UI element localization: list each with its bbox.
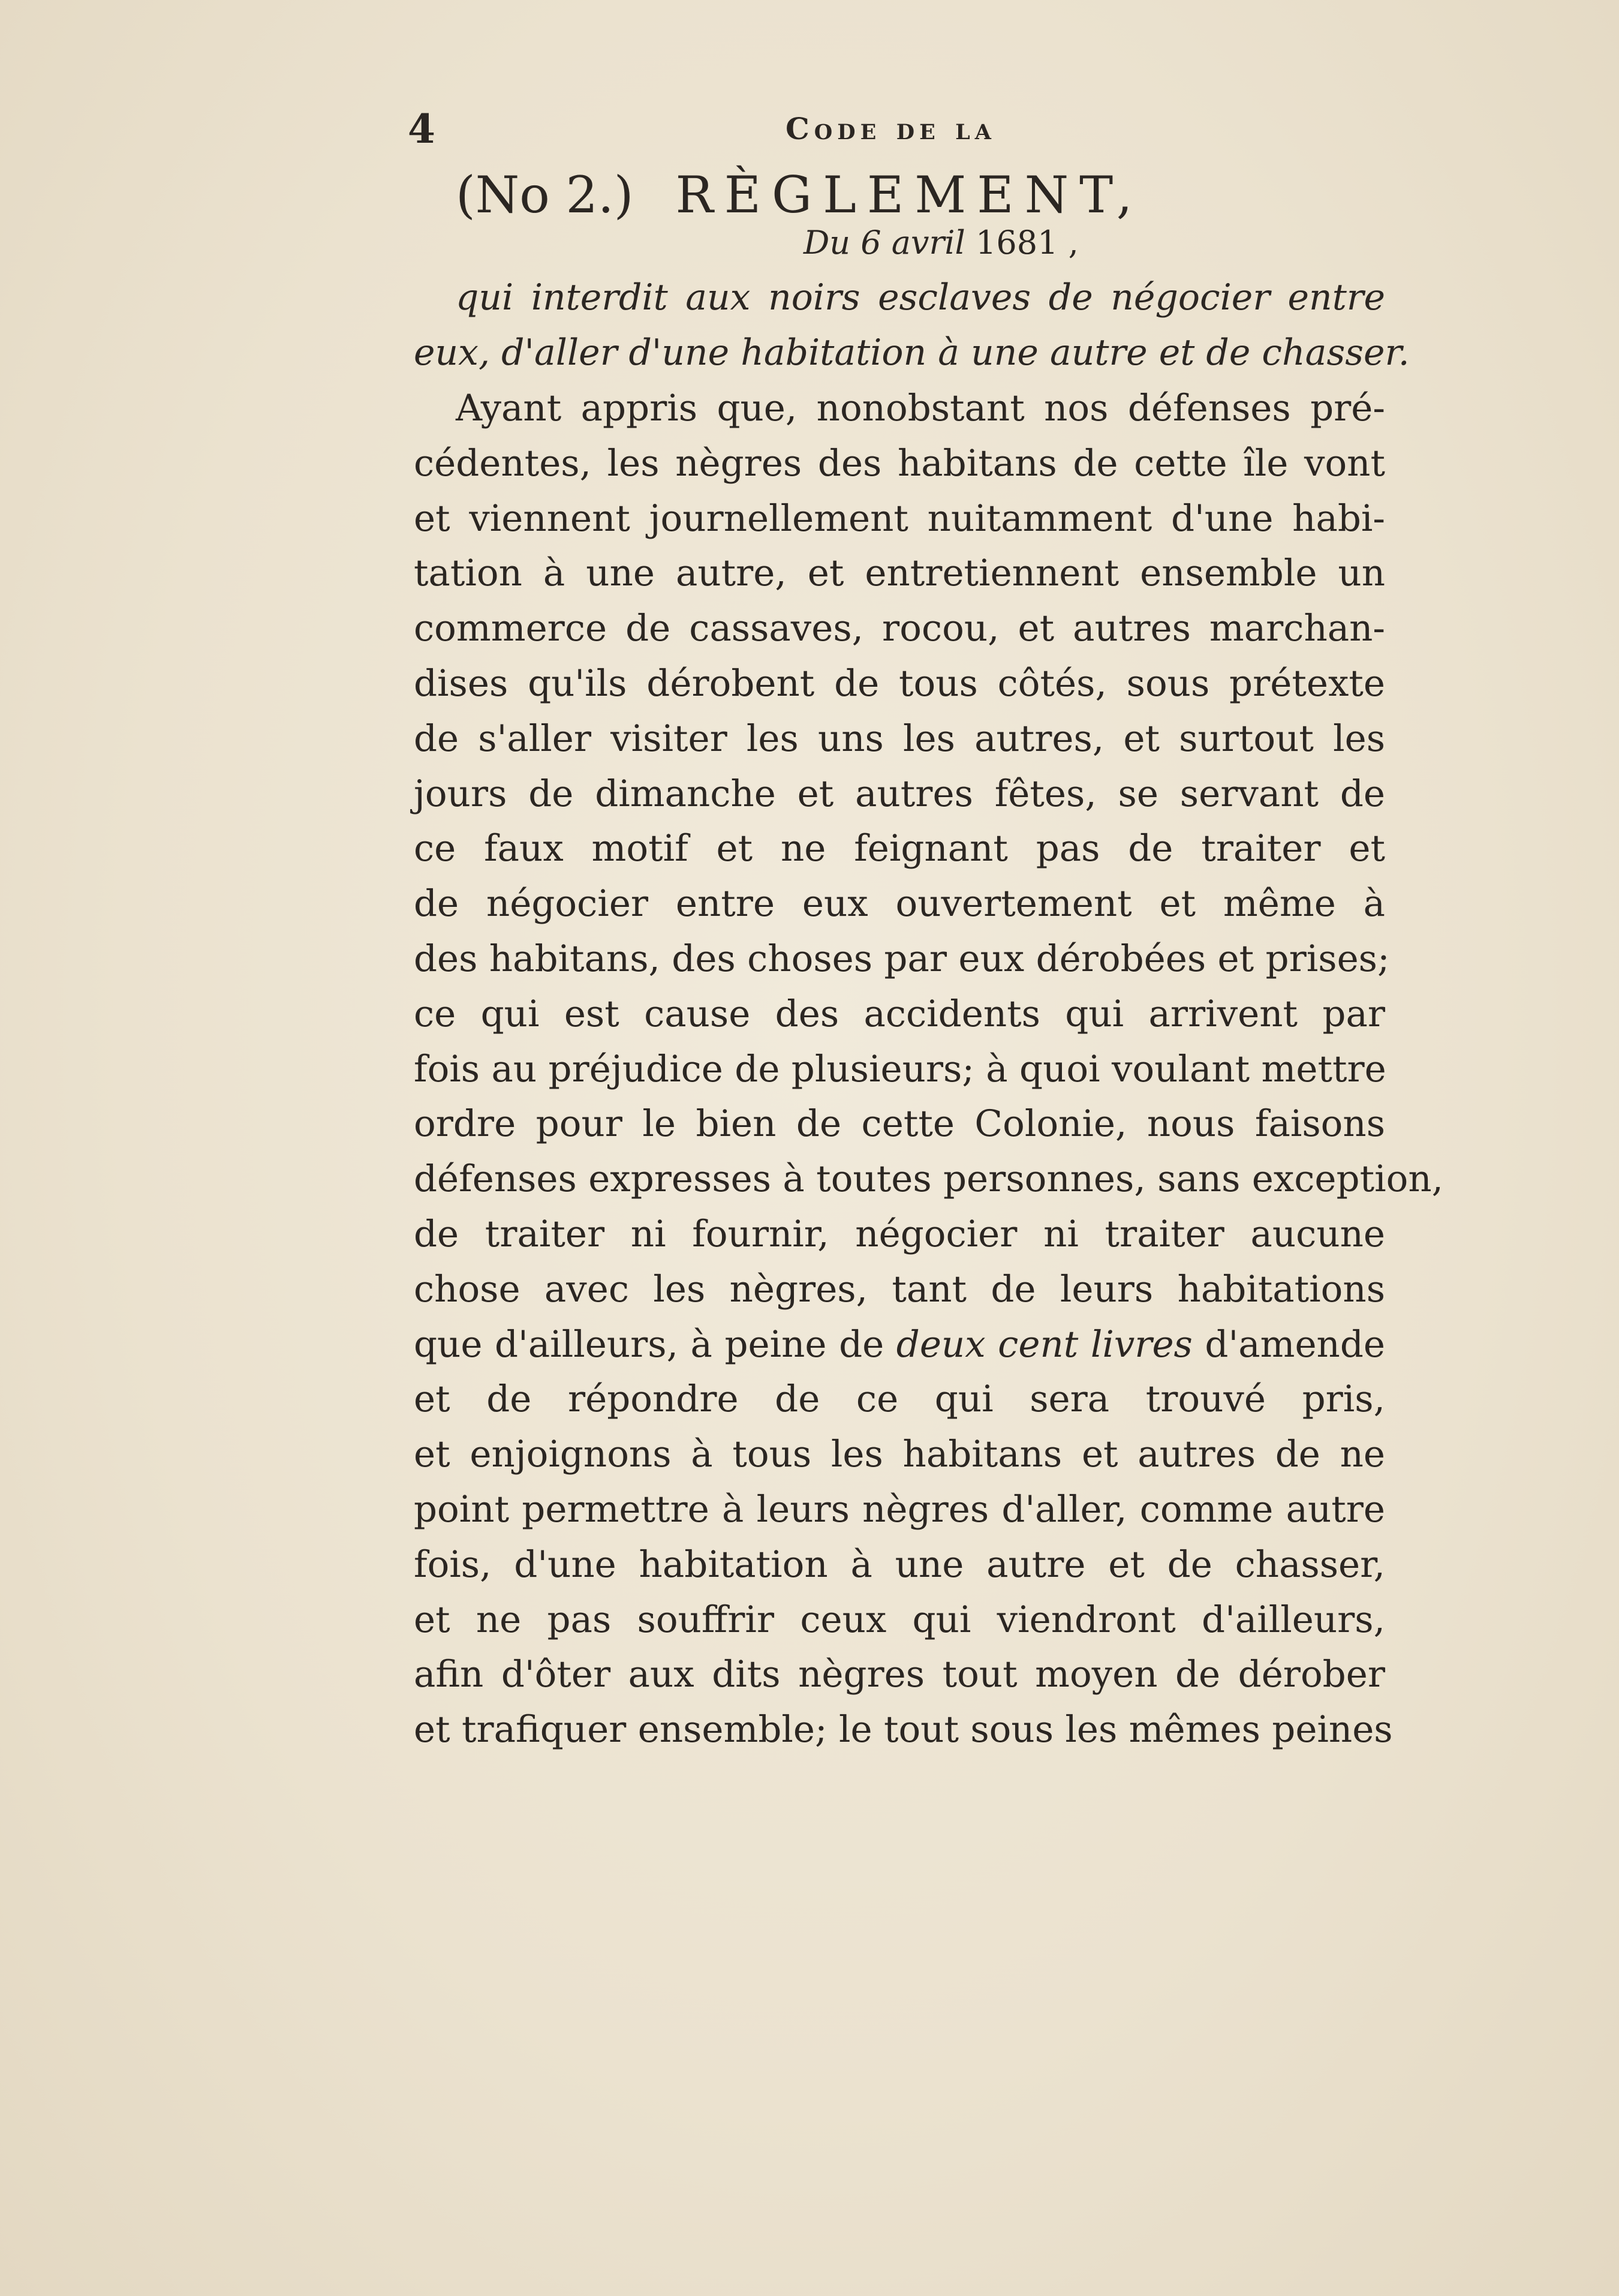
section-subtitle bbox=[414, 270, 1410, 380]
page-number: 4 bbox=[408, 106, 435, 152]
text-line: tation à une autre, et entretiennent ensemble un bbox=[414, 552, 1385, 595]
text-line: fois, d'une habitation à une autre et de chasser, bbox=[414, 1543, 1385, 1586]
text-line: Ayant appris que, nonobstant nos défenses pré- bbox=[456, 387, 1385, 429]
text-line: et trafiquer ensemble; le tout sous les mêmes peines bbox=[414, 1708, 1393, 1751]
text-line: cédentes, les nègres des habitans de cette île vont bbox=[414, 441, 1385, 485]
text-line: commerce de cassaves, rocou, et autres marchan- bbox=[414, 607, 1385, 650]
page-header bbox=[408, 102, 1397, 156]
text-line: et viennent journellement nuitamment d'une habi- bbox=[414, 497, 1385, 540]
section-heading: RÈGLEMENT, bbox=[675, 166, 1143, 224]
text-line: afin d'ôter aux dits nègres tout moyen de dérober bbox=[414, 1653, 1385, 1696]
text-line: de négocier entre eux ouvertement et même à bbox=[414, 882, 1385, 925]
text-line-with-italic bbox=[414, 1317, 1385, 1372]
text-line: défenses expresses à toutes personnes, sans exception, bbox=[414, 1158, 1443, 1201]
subtitle-line: eux, d'aller d'une habitation à une autre et de chasser. bbox=[414, 332, 1410, 374]
text-line: de traiter ni fournir, négocier ni traiter aucune bbox=[414, 1212, 1385, 1255]
italic-amount: deux cent livres bbox=[896, 1323, 1193, 1366]
date-prefix: Du 6 avril bbox=[804, 224, 965, 262]
text-fragment: d'amende bbox=[1192, 1323, 1385, 1366]
date-year: 1681 , bbox=[976, 224, 1079, 262]
text-line: dises qu'ils dérobent de tous côtés, sous prétexte bbox=[414, 662, 1385, 705]
section-date bbox=[804, 222, 1079, 264]
section-number: (No 2.) bbox=[456, 166, 634, 224]
running-head: Code de la bbox=[786, 111, 996, 146]
text-line: ce faux motif et ne feignant pas de traiter et bbox=[414, 827, 1385, 870]
text-line: fois au préjudice de plusieurs; à quoi voulant mettre bbox=[414, 1047, 1386, 1090]
text-line: et de répondre de ce qui sera trouvé pris, bbox=[414, 1378, 1385, 1421]
text-line: point permettre à leurs nègres d'aller, comme autre bbox=[414, 1487, 1385, 1531]
subtitle-line: qui interdit aux noirs esclaves de négocier entre bbox=[456, 277, 1385, 318]
text-line: ordre pour le bien de cette Colonie, nous faisons bbox=[414, 1102, 1385, 1146]
text-line: ce qui est cause des accidents qui arrivent par bbox=[414, 992, 1385, 1035]
text-line: et enjoignons à tous les habitans et autres de ne bbox=[414, 1433, 1385, 1476]
section-title bbox=[456, 162, 1143, 228]
text-line: chose avec les nègres, tant de leurs habitations bbox=[414, 1267, 1385, 1311]
text-line: des habitans, des choses par eux dérobées et prises; bbox=[414, 937, 1390, 980]
text-line: de s'aller visiter les uns les autres, et surtout les bbox=[414, 717, 1385, 760]
text-fragment: que d'ailleurs, à peine de bbox=[414, 1323, 896, 1366]
text-line: jours de dimanche et autres fêtes, se servant de bbox=[414, 772, 1385, 815]
text-line: et ne pas souffrir ceux qui viendront d'ailleurs, bbox=[414, 1598, 1385, 1641]
body-paragraph bbox=[414, 381, 1443, 1757]
